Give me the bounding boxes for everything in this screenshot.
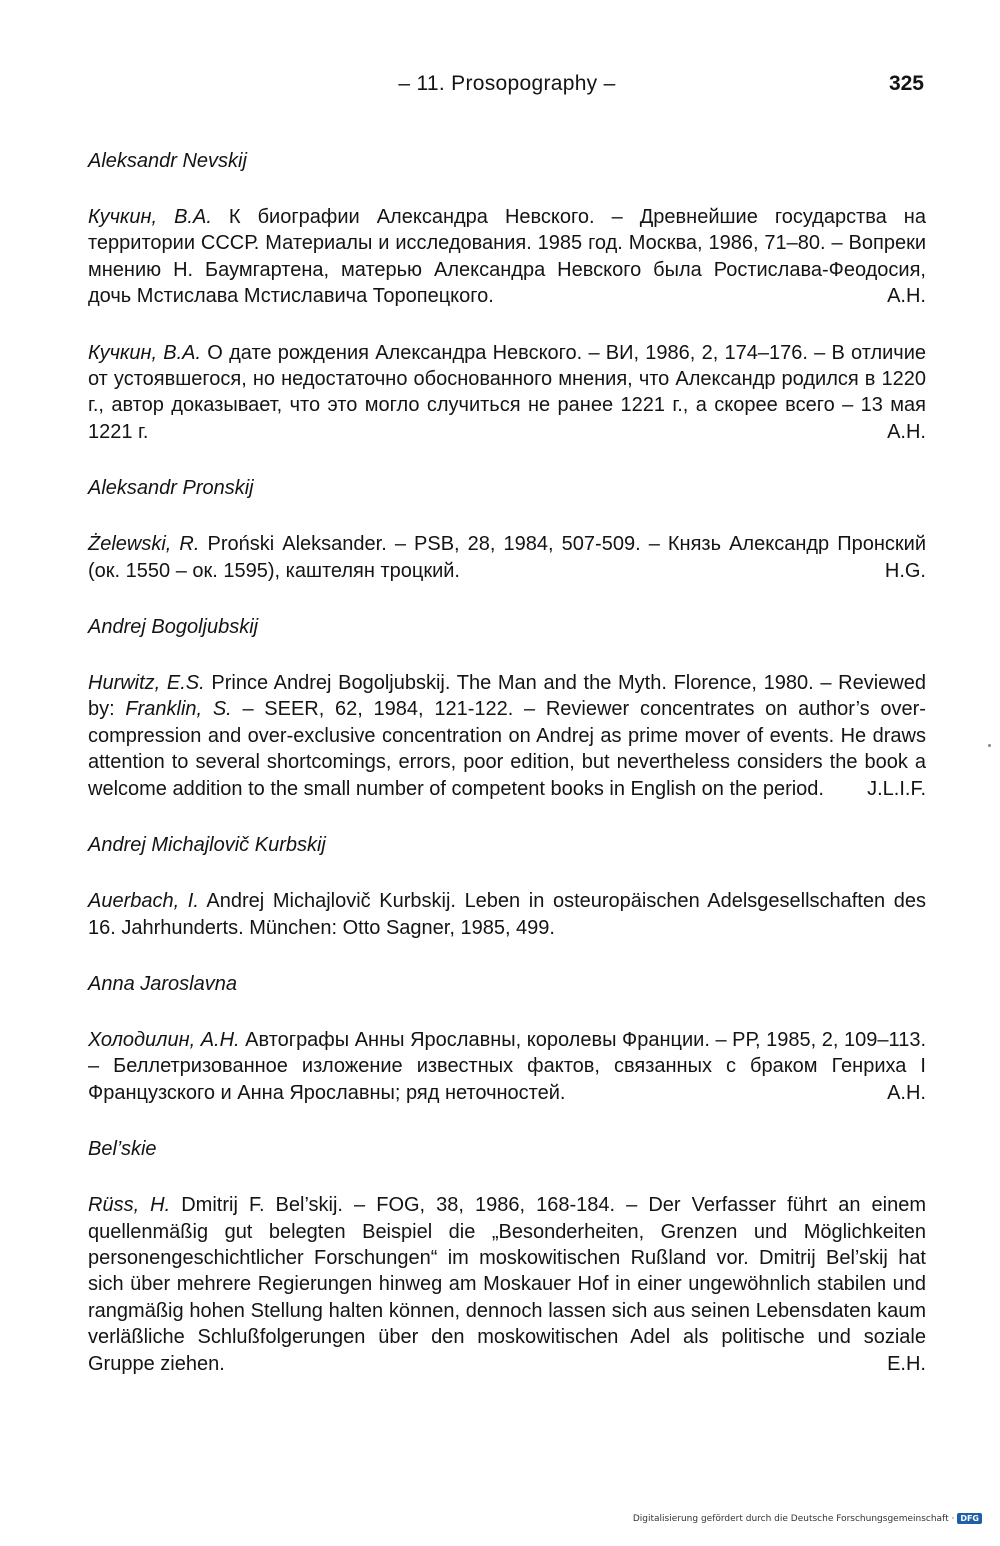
entry-text: Andrej Michajlovič Kurbskij. Leben in osteuropäischen Adelsgesellschaften des 16. Jahrhunderts. München: Otto Sagner, 1985, 499. — [88, 890, 927, 939]
document-page — [88, 0, 926, 1546]
entry-text: К биографии Александра Невского. – Древнейшие государства на территории СССР. Материалы и исследования. 1985 год. Москва, 1986, 71–80. – Вопреки мнению Н. Баумгартена, матерью Александра Невского была Ростислава-Феодосия, дочь Мстислава Мстиславича Торопецкого. — [88, 206, 926, 308]
section-heading: Aleksandr Nevskij — [88, 150, 247, 172]
entry-reviewer: Franklin, S. — [125, 698, 232, 721]
entry-author: Холодилин, А.Н. — [88, 1028, 240, 1051]
dfg-logo-icon: DFG — [957, 1513, 982, 1524]
entry-text: О дате рождения Александра Невского. – ВИ, 1986, 2, 174–176. – В отличие от устоявшегося, но недостаточно обоснованного мнения, что Александр родился в 1220 г., автор доказывает, что это могло случиться не ранее 1221 г., а скорее всего – 13 мая 1221 г. — [88, 341, 926, 443]
running-title: – 11. Prosopography – — [398, 72, 616, 95]
bibliography-entry — [88, 1192, 926, 1377]
entry-text: Prońskі Aleksander. – PSB, 28, 1984, 507-509. – Князь Александр Пронский (ок. 1550 – ок. 1595), каштелян троцкий. — [88, 533, 926, 582]
entry-initials: J.L.I.F. — [867, 777, 926, 800]
credit-text: Digitalisierung gefördert durch die Deutsche Forschungsgemeinschaft · — [632, 1513, 955, 1524]
running-head — [88, 72, 926, 102]
entry-initials: A.H. — [887, 1081, 926, 1104]
entry-text: Prince Andrej Bogoljubskij. The Man and the Myth. Florence, 1980. – Reviewed by: — [88, 672, 926, 721]
entry-author: Кучкин, В.А. — [88, 341, 202, 364]
entry-author: Hurwitz, E.S. — [88, 672, 205, 695]
section-heading: Anna Jaroslavna — [88, 972, 237, 995]
entry-text: Dmitrij F. Bel’skij. – FOG, 38, 1986, 168-184. – Der Verfasser führt an einem quellenmäßig gut belegten Beispiel die „Besonderheiten, Grenzen und Möglichkeiten personengeschichtlicher Forschungen“ im moskowitischen Rußland vor. Dmitrij Bel’skij hat sich über mehrere Regierungen hinweg am Moskauer Hof in einer ungewöhnlich stabilen und rangmäßig hohen Stellung halten können, dennoch lassen sich aus seinen Lebensdaten kaum verläßliche Schlußfolgerungen über den moskowitischen Adel als politische und soziale Gruppe ziehen. — [88, 1194, 926, 1375]
entry-text: Автографы Анны Ярославны, королевы Франции. – РР, 1985, 2, 109–113. – Беллетризованное изложение известных фактов, связанных с браком Генриха I Французского и Анна Ярославны; ряд неточностей. — [88, 1028, 926, 1104]
entry-author: Żelewski, R. — [88, 533, 200, 556]
section-heading: Bel’skie — [88, 1138, 157, 1161]
bibliography-entry — [88, 670, 926, 802]
entry-initials: E.H. — [887, 1352, 926, 1375]
section-heading: Andrej Michajlovič Kurbskij — [88, 834, 326, 857]
section-heading: Aleksandr Pronskij — [88, 477, 254, 500]
bibliography-entry — [88, 340, 926, 446]
margin-mark — [988, 744, 991, 747]
entry-author: Rüss, H. — [88, 1194, 171, 1217]
entry-text: – SEER, 62, 1984, 121-122. – Reviewer concentrates on author’s over-compression and over-exclusive concentration on Andrej as prime mover of events. He draws attention to several shortcomings, errors, poor edition, but nevertheless considers the book a welcome addition to the small number of competent books in English on the period. — [88, 698, 926, 800]
section-heading: Andrej Bogoljubskij — [88, 616, 259, 639]
bibliography-entry — [88, 888, 926, 941]
entry-author: Auerbach, I. — [88, 890, 199, 913]
bibliography-entry — [88, 531, 926, 584]
digitization-credit — [633, 1513, 982, 1524]
entry-initials: A.H. — [887, 285, 926, 308]
bibliography-entry — [88, 204, 926, 310]
entry-initials: A.H. — [887, 420, 926, 443]
bibliography-entry — [88, 1027, 926, 1106]
entry-initials: H.G. — [884, 559, 926, 582]
document-body — [88, 148, 926, 1407]
page-number: 325 — [888, 72, 924, 95]
entry-author: Кучкин, В.А. — [88, 206, 212, 228]
